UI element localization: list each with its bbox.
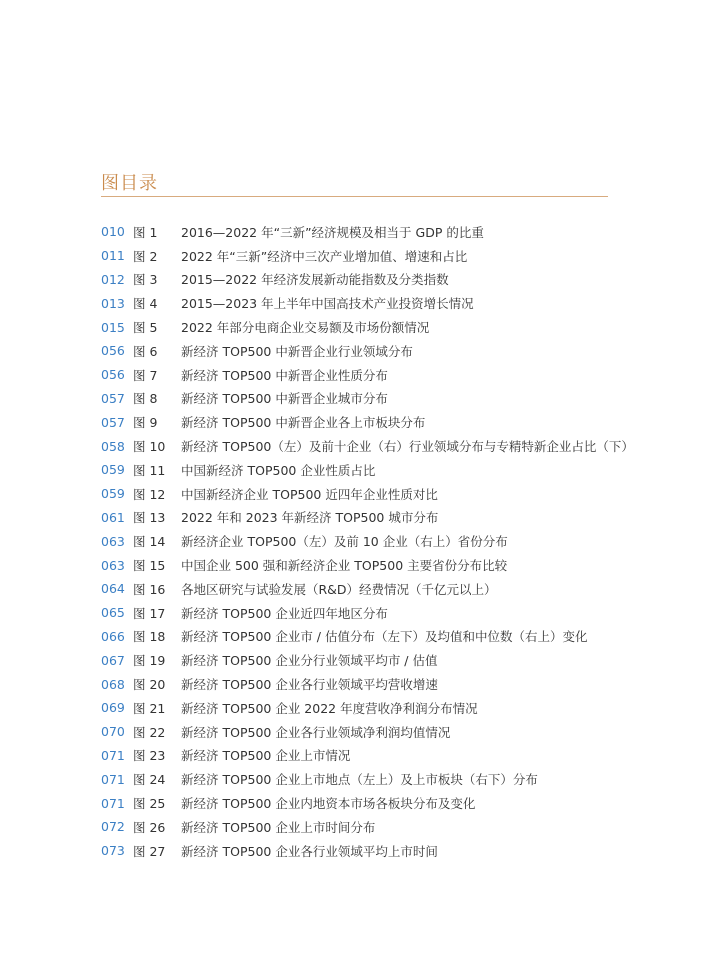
title-divider (101, 196, 608, 197)
toc-page-number[interactable]: 067 (101, 652, 125, 668)
toc-figure-title: 新经济 TOP500 企业 2022 年度营收净利润分布情况 (181, 700, 478, 716)
toc-figure-title: 新经济 TOP500 企业上市情况 (181, 748, 351, 764)
toc-figure-label: 图 21 (133, 700, 166, 716)
toc-page-number[interactable]: 012 (101, 271, 125, 287)
toc-page-number[interactable]: 071 (101, 771, 125, 787)
toc-page-number[interactable]: 063 (101, 557, 125, 573)
toc-figure-title: 新经济 TOP500 企业市 / 估值分布（左下）及均值和中位数（右上）变化 (181, 629, 588, 645)
toc-figure-label: 图 7 (133, 367, 158, 383)
toc-page-number[interactable]: 059 (101, 462, 125, 478)
toc-figure-label: 图 2 (133, 248, 158, 264)
toc-page-number[interactable]: 070 (101, 724, 125, 740)
toc-page-number[interactable]: 064 (101, 581, 125, 597)
toc-page-number[interactable]: 058 (101, 438, 125, 454)
toc-figure-title: 2015—2023 年上半年中国高技术产业投资增长情况 (181, 296, 474, 312)
toc-figure-label: 图 6 (133, 343, 158, 359)
toc-entry[interactable] (101, 625, 621, 649)
toc-figure-label: 图 11 (133, 462, 166, 478)
toc-page-number[interactable]: 063 (101, 533, 125, 549)
toc-figure-title: 2016—2022 年“三新”经济规模及相当于 GDP 的比重 (181, 224, 484, 240)
toc-entry[interactable] (101, 529, 621, 553)
toc-page-number[interactable]: 056 (101, 343, 125, 359)
toc-entry[interactable] (101, 339, 621, 363)
toc-entry[interactable] (101, 458, 621, 482)
figure-list (101, 220, 634, 863)
toc-page-number[interactable]: 061 (101, 509, 125, 525)
toc-figure-label: 图 19 (133, 653, 166, 669)
toc-entry[interactable] (101, 410, 621, 434)
toc-figure-title: 2022 年和 2023 年新经济 TOP500 城市分布 (181, 510, 439, 526)
toc-figure-title: 新经济 TOP500 企业近四年地区分布 (181, 605, 388, 621)
toc-figure-label: 图 14 (133, 534, 166, 550)
toc-figure-title: 新经济 TOP500 企业上市时间分布 (181, 819, 376, 835)
toc-page-number[interactable]: 068 (101, 676, 125, 692)
toc-figure-title: 新经济 TOP500 中新晋企业性质分布 (181, 367, 388, 383)
toc-figure-label: 图 10 (133, 439, 166, 455)
toc-page-number[interactable]: 069 (101, 700, 125, 716)
toc-page-number[interactable]: 073 (101, 843, 125, 859)
toc-entry[interactable] (101, 363, 621, 387)
toc-entry[interactable] (101, 577, 621, 601)
toc-figure-label: 图 13 (133, 510, 166, 526)
toc-entry[interactable] (101, 815, 621, 839)
toc-figure-label: 图 8 (133, 391, 158, 407)
toc-entry[interactable] (101, 767, 621, 791)
toc-figure-label: 图 5 (133, 320, 158, 336)
toc-entry[interactable] (101, 696, 621, 720)
toc-figure-label: 图 9 (133, 415, 158, 431)
toc-figure-title: 新经济 TOP500 企业各行业领域平均营收增速 (181, 677, 438, 693)
toc-page-number[interactable]: 066 (101, 628, 125, 644)
toc-figure-title: 新经济 TOP500 企业各行业领域平均上市时间 (181, 843, 438, 859)
toc-figure-title: 新经济 TOP500 企业分行业领域平均市 / 估值 (181, 653, 438, 669)
toc-entry[interactable] (101, 601, 621, 625)
toc-figure-label: 图 3 (133, 272, 158, 288)
toc-figure-title: 各地区研究与试验发展（R&D）经费情况（千亿元以上） (181, 581, 497, 597)
toc-entry[interactable] (101, 672, 621, 696)
toc-figure-label: 图 1 (133, 224, 158, 240)
toc-entry[interactable] (101, 791, 621, 815)
toc-entry[interactable] (101, 482, 621, 506)
toc-figure-title: 2015—2022 年经济发展新动能指数及分类指数 (181, 272, 449, 288)
toc-figure-title: 中国企业 500 强和新经济企业 TOP500 主要省份分布比较 (181, 558, 508, 574)
toc-entry[interactable] (101, 244, 621, 268)
toc-figure-label: 图 4 (133, 296, 158, 312)
toc-entry[interactable] (101, 553, 621, 577)
toc-page-number[interactable]: 059 (101, 486, 125, 502)
toc-page-number[interactable]: 010 (101, 224, 125, 240)
toc-figure-title: 新经济 TOP500 中新晋企业各上市板块分布 (181, 415, 426, 431)
toc-entry[interactable] (101, 291, 621, 315)
toc-figure-label: 图 23 (133, 748, 166, 764)
toc-page-number[interactable]: 057 (101, 414, 125, 430)
toc-figure-label: 图 27 (133, 843, 166, 859)
section-title: 图目录 (101, 173, 158, 194)
toc-figure-label: 图 18 (133, 629, 166, 645)
toc-entry[interactable] (101, 744, 621, 768)
toc-figure-label: 图 22 (133, 724, 166, 740)
toc-figure-title: 中国新经济 TOP500 企业性质占比 (181, 462, 376, 478)
toc-figure-label: 图 17 (133, 605, 166, 621)
toc-page-number[interactable]: 057 (101, 390, 125, 406)
toc-entry[interactable] (101, 220, 621, 244)
toc-figure-title: 新经济 TOP500 企业各行业领域净利润均值情况 (181, 724, 451, 740)
toc-page-number[interactable]: 013 (101, 295, 125, 311)
toc-figure-label: 图 24 (133, 772, 166, 788)
toc-figure-title: 中国新经济企业 TOP500 近四年企业性质对比 (181, 486, 438, 502)
toc-figure-title: 新经济 TOP500 企业上市地点（左上）及上市板块（右下）分布 (181, 772, 538, 788)
toc-entry[interactable] (101, 720, 621, 744)
toc-page-number[interactable]: 015 (101, 319, 125, 335)
toc-page-number[interactable]: 072 (101, 819, 125, 835)
toc-entry[interactable] (101, 315, 621, 339)
toc-figure-title: 2022 年“三新”经济中三次产业增加值、增速和占比 (181, 248, 468, 264)
toc-entry[interactable] (101, 268, 621, 292)
toc-figure-label: 图 12 (133, 486, 166, 502)
toc-figure-title: 新经济 TOP500 中新晋企业城市分布 (181, 391, 388, 407)
toc-figure-label: 图 26 (133, 819, 166, 835)
toc-figure-label: 图 16 (133, 581, 166, 597)
toc-entry[interactable] (101, 434, 634, 458)
toc-entry[interactable] (101, 648, 621, 672)
toc-entry[interactable] (101, 506, 621, 530)
toc-page-number[interactable]: 011 (101, 248, 125, 264)
toc-figure-label: 图 20 (133, 677, 166, 693)
toc-figure-title: 新经济 TOP500（左）及前十企业（右）行业领域分布与专精特新企业占比（下） (181, 439, 634, 455)
toc-page-number[interactable]: 065 (101, 605, 125, 621)
toc-figure-title: 新经济 TOP500 中新晋企业行业领域分布 (181, 343, 413, 359)
toc-page-number[interactable]: 071 (101, 795, 125, 811)
toc-figure-title: 2022 年部分电商企业交易额及市场份额情况 (181, 320, 430, 336)
toc-entry[interactable] (101, 387, 621, 411)
toc-figure-label: 图 15 (133, 558, 166, 574)
toc-figure-label: 图 25 (133, 796, 166, 812)
toc-figure-title: 新经济 TOP500 企业内地资本市场各板块分布及变化 (181, 796, 476, 812)
toc-figure-title: 新经济企业 TOP500（左）及前 10 企业（右上）省份分布 (181, 534, 508, 550)
toc-page-number[interactable]: 056 (101, 367, 125, 383)
toc-page-number[interactable]: 071 (101, 747, 125, 763)
toc-entry[interactable] (101, 839, 621, 863)
